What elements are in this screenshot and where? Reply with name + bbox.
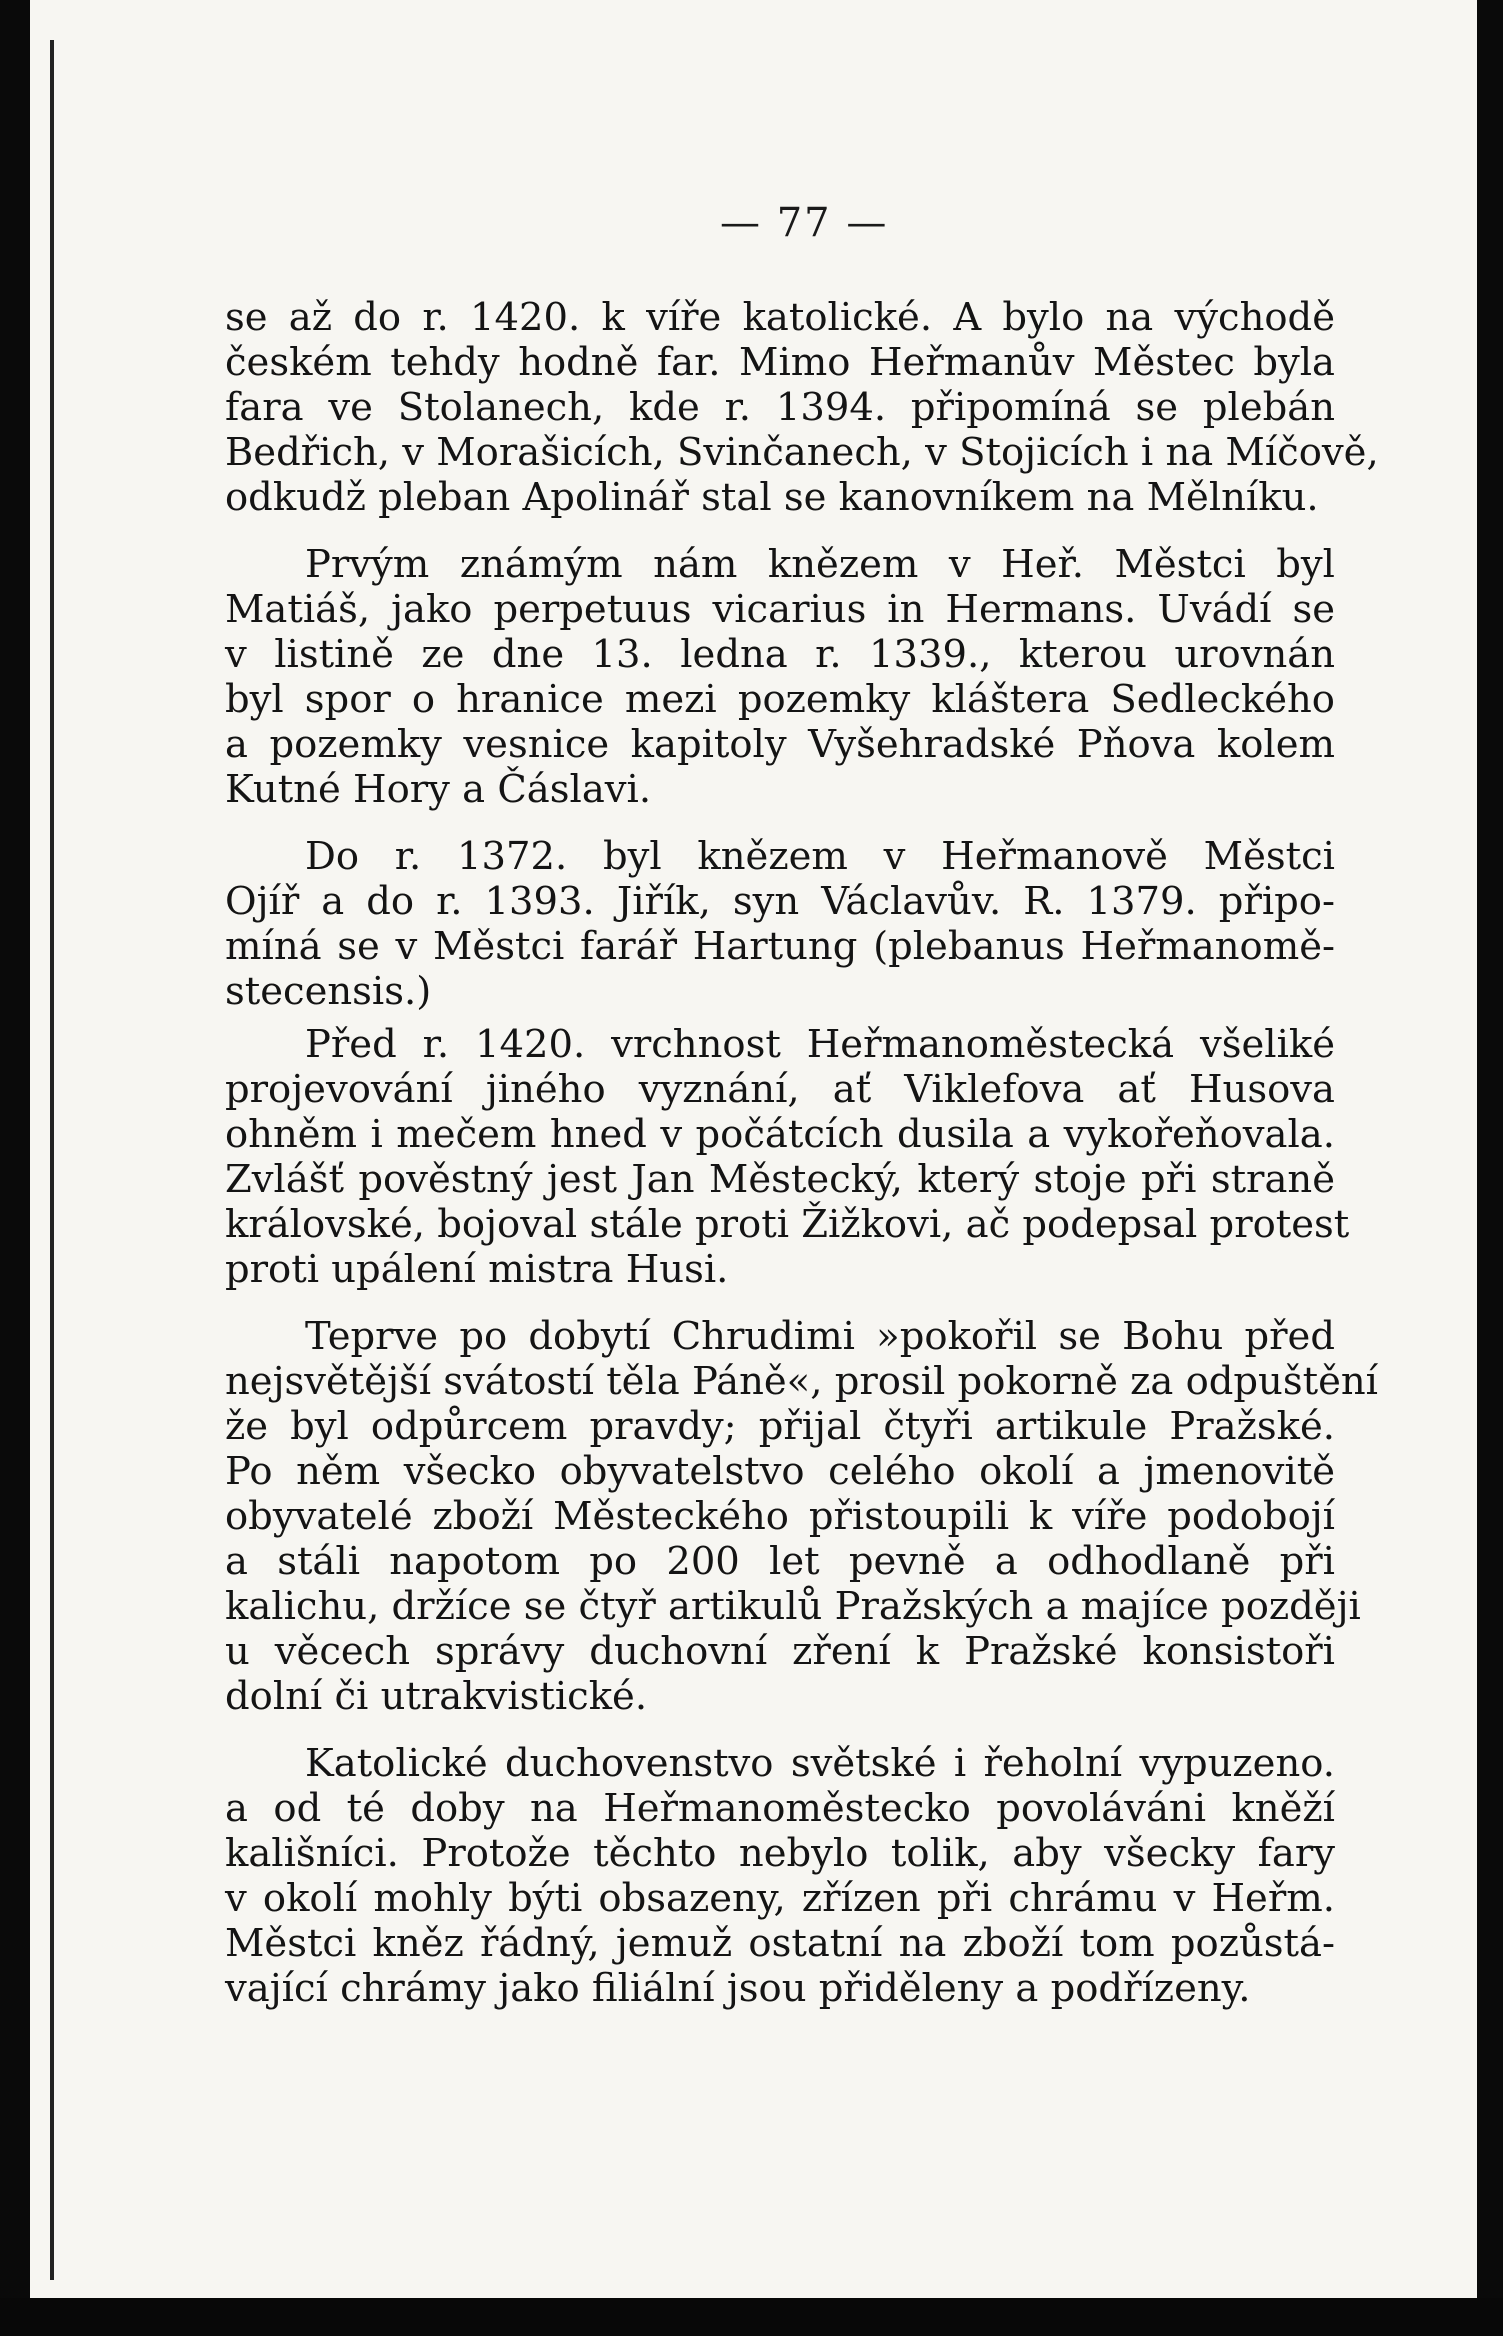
text-line: Matiáš, jako perpetuus vicarius in Hermans. Uvádí se [225, 587, 1335, 632]
text-line: obyvatelé zboží Městeckého přistoupili k víře podobojí [225, 1494, 1335, 1539]
paragraph-5 [225, 1314, 1378, 1719]
text-line: v listině ze dne 13. ledna r. 1339., kterou urovnán [225, 632, 1335, 677]
text-line: stecensis.) [225, 969, 432, 1014]
text-line: kališníci. Protože těchto nebylo tolik, aby všecky fary [225, 1831, 1335, 1876]
text-line: byl spor o hranice mezi pozemky kláštera Sedleckého [225, 677, 1335, 722]
text-line: odkudž pleban Apolinář stal se kanovníkem na Mělníku. [225, 475, 1319, 520]
page-number: — 77 — [720, 200, 889, 246]
text-line: nejsvětější svátostí těla Páně«, prosil pokorně za odpuštění [225, 1359, 1378, 1404]
book-page [30, 0, 1477, 2336]
text-line: u věcech správy duchovní zření k Pražské konsistoři [225, 1629, 1335, 1674]
text-line: českém tehdy hodně far. Mimo Heřmanův Městec byla [225, 340, 1335, 385]
text-line: Bedřich, v Morašicích, Svinčanech, v Stojicích i na Míčově, [225, 430, 1379, 475]
paragraph-3 [225, 834, 1335, 1014]
text-line: a od té doby na Heřmanoměstecko povoláváni kněží [225, 1786, 1335, 1831]
scan-left-border [0, 0, 30, 2336]
scan-bottom-border [0, 2298, 1503, 2336]
text-line: Do r. 1372. byl knězem v Heřmanově Městci [305, 834, 1335, 879]
text-line: a stáli napotom po 200 let pevně a odhodlaně při [225, 1539, 1335, 1584]
paragraph-4 [225, 1022, 1350, 1292]
text-line: Katolické duchovenstvo světské i řeholní vypuzeno. [305, 1741, 1335, 1786]
text-line: a pozemky vesnice kapitoly Vyšehradské Pňova kolem [225, 722, 1335, 767]
text-line: projevování jiného vyznání, ať Viklefova ať Husova [225, 1067, 1335, 1112]
text-line: ohněm i mečem hned v počátcích dusila a vykořeňovala. [225, 1112, 1335, 1157]
text-line: míná se v Městci farář Hartung (plebanus Heřmanomě- [225, 924, 1335, 969]
text-line: Ojíř a do r. 1393. Jiřík, syn Václavův. R. 1379. připo- [225, 879, 1335, 924]
text-line: Před r. 1420. vrchnost Heřmanoměstecká všeliké [305, 1022, 1335, 1067]
text-line: Prvým známým nám knězem v Heř. Městci byl [305, 542, 1335, 587]
page-gutter-shadow [50, 40, 54, 2280]
text-line: Zvlášť pověstný jest Jan Městecký, který stoje při straně [225, 1157, 1335, 1202]
paragraph-1 [225, 295, 1379, 520]
text-line: Po něm všecko obyvatelstvo celého okolí a jmenovitě [225, 1449, 1335, 1494]
text-line: se až do r. 1420. k víře katolické. A bylo na východě [225, 295, 1335, 340]
text-line: Kutné Hory a Čáslavi. [225, 767, 652, 812]
text-line: královské, bojoval stále proti Žižkovi, ač podepsal protest [225, 1202, 1350, 1247]
body-text [225, 295, 1379, 2011]
text-line: kalichu, držíce se čtyř artikulů Pražských a majíce později [225, 1584, 1361, 1629]
text-line: že byl odpůrcem pravdy; přijal čtyři artikule Pražské. [225, 1404, 1335, 1449]
text-line: vající chrámy jako filiální jsou přiděleny a podřízeny. [225, 1966, 1251, 2011]
paragraph-6 [225, 1741, 1335, 2011]
text-line: proti upálení mistra Husi. [225, 1247, 729, 1292]
text-line: dolní či utrakvistické. [225, 1674, 648, 1719]
paragraph-2 [225, 542, 1335, 812]
text-line: fara ve Stolanech, kde r. 1394. připomíná se plebán [225, 385, 1335, 430]
text-line: Teprve po dobytí Chrudimi »pokořil se Bohu před [305, 1314, 1335, 1359]
text-line: Městci kněz řádný, jemuž ostatní na zboží tom pozůstá- [225, 1921, 1335, 1966]
text-line: v okolí mohly býti obsazeny, zřízen při chrámu v Heřm. [225, 1876, 1335, 1921]
scan-right-border [1477, 0, 1503, 2336]
